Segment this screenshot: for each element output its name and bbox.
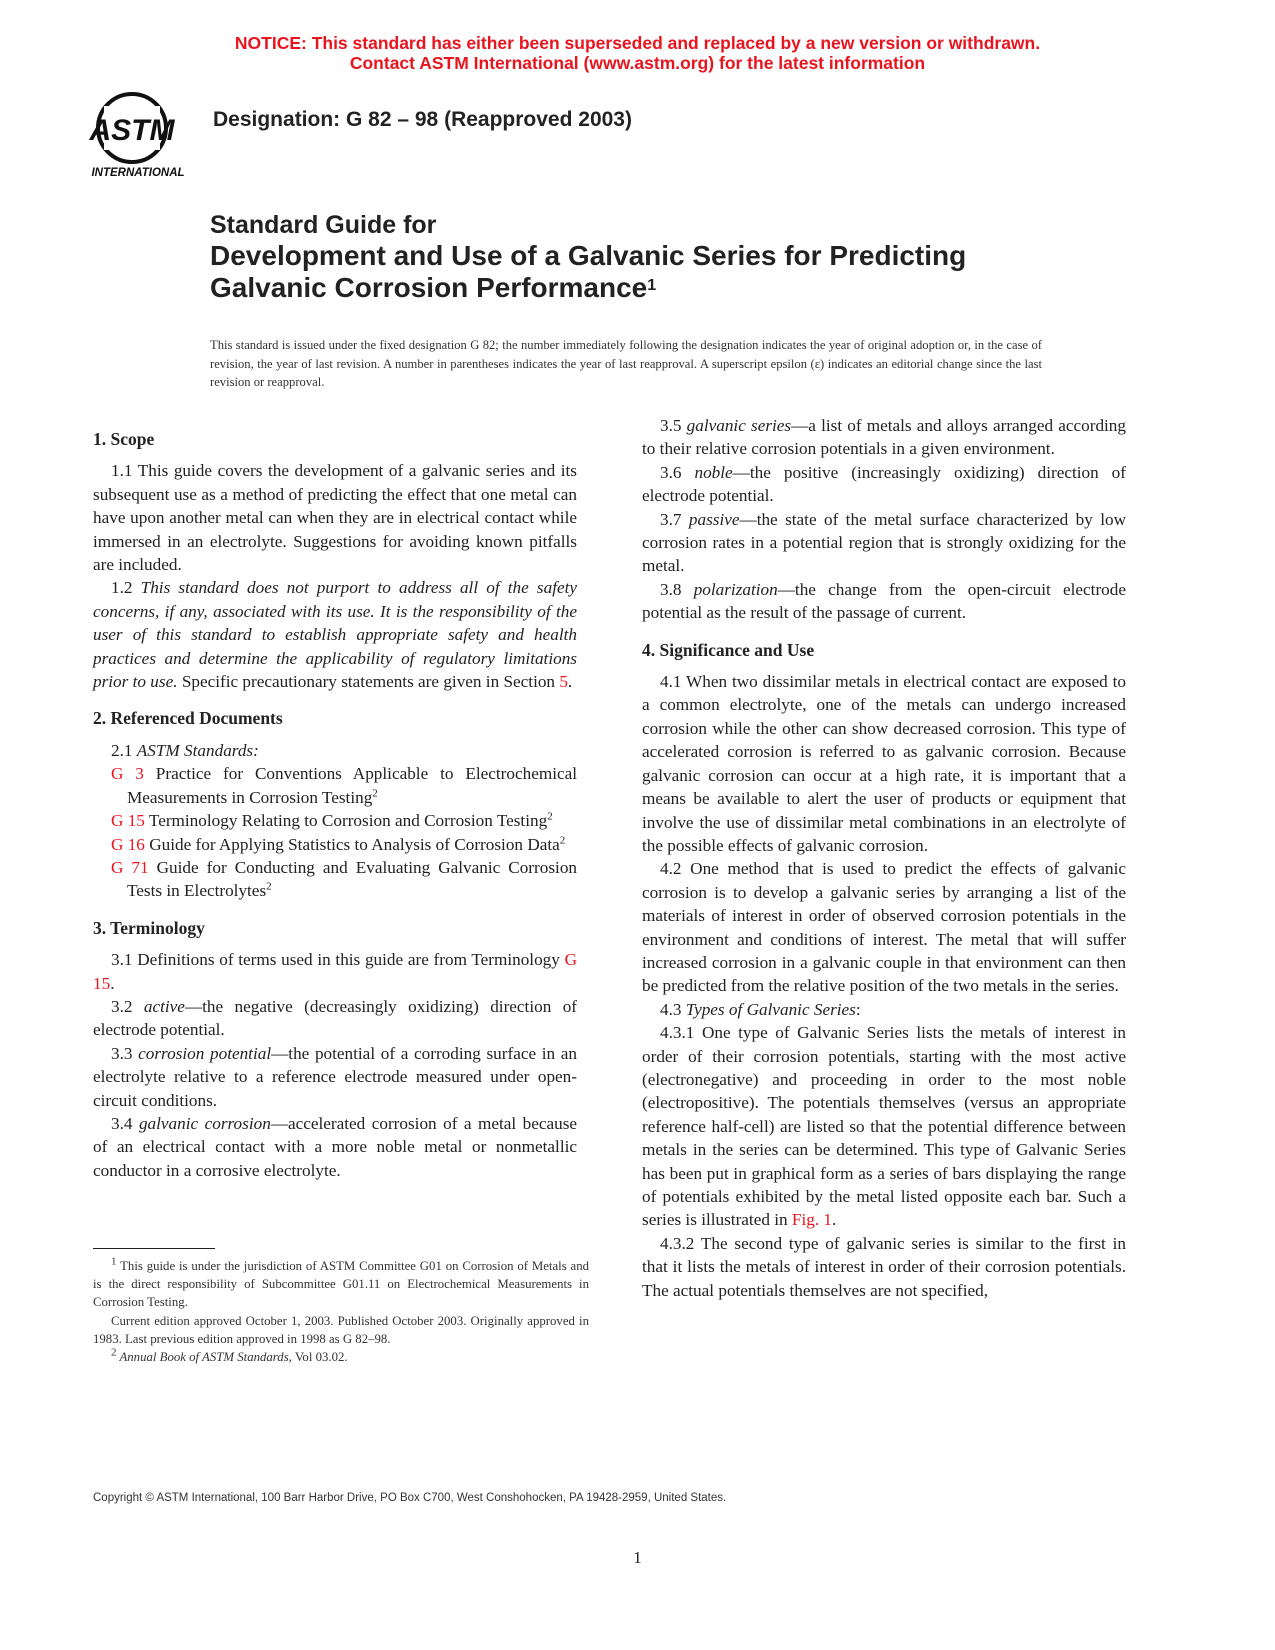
definition-3-7: 3.7 passive—the state of the metal surface characterized by low corrosion rates in a potential region that is strongly oxidizing for the metal. (642, 509, 1127, 576)
title-line-3: Galvanic Corrosion Performance$^1$ (210, 272, 657, 303)
paragraph-4-1: 4.1 When two dissimilar metals in electrical contact are exposed to a common electrolyte, one of the metals can undergo increased corrosion while the other can show decreased corrosion. This type of accelerated corrosion is referred to as galvanic corrosion. Because galvanic corrosion can occur at a high rate, it is important that a means be available to alert the user of products or equipment that involve the use of dissimilar metal combinations in an electrolyte of the possible effects of galvanic corrosion. (642, 672, 1126, 855)
footnote-1-edition: Current edition approved October 1, 2003. Published October 2003. Originally approved in 1983. Last previous edition approved in 1998 as G 82–98. (93, 1313, 589, 1346)
right-column (642, 414, 1126, 1302)
footnote-2: $^2$ Annual Book of ASTM Standards, Vol 03.02. (111, 1346, 348, 1365)
section-heading-terminology: 3. Terminology (93, 917, 205, 938)
link-section-5[interactable]: 5 (559, 672, 568, 692)
title-line-2: Development and Use of a Galvanic Series for Predicting (210, 240, 967, 271)
definition-3-8: 3.8 polarization—the change from the open-circuit electrode potential as the result of the passage of current. (642, 579, 1126, 623)
astm-logo-icon (82, 88, 198, 184)
definition-3-6: 3.6 noble—the positive (increasingly oxidizing) direction of electrode potential. (642, 462, 1127, 506)
paragraph-4-2: 4.2 One method that is used to predict the effects of galvanic corrosion is to develop a galvanic series by arranging a list of the materials of interest in order of observed corrosion potentials in the environment and conditions of interest. The metal that will suffer increased corrosion in a galvanic couple in that environment can then be predicted from the relative position of the two metals in the series. (642, 859, 1126, 996)
title-line-1: Standard Guide for (210, 211, 437, 239)
definition-3-4: 3.4 galvanic corrosion—accelerated corrosion of a metal because of an electrical contact with a more noble metal or nonmetallic conductor in a corrosive electrolyte. (93, 1113, 578, 1180)
paragraph-3-1: 3.1 Definitions of terms used in this guide are from Terminology G 15. (93, 950, 577, 993)
definition-3-2: 3.2 active—the negative (decreasingly oxidizing) direction of electrode potential. (93, 996, 578, 1040)
section-heading-significance: 4. Significance and Use (642, 639, 815, 660)
intro-paragraph: This standard is issued under the fixed designation G 82; the number immediately following the designation indicates the year of original adoption or, in the case of revision, the year of last revision. A number in parentheses indicates the year of last reapproval. A superscript epsilon (ε) indicates an editorial change since the last revision or reapproval. (210, 338, 1042, 389)
reference-g15: G 15 Terminology Relating to Corrosion and Corrosion Testing$^2$ (111, 810, 553, 831)
paragraph-1-1: 1.1 This guide covers the development of a galvanic series and its subsequent use as a method of predicting the effect that one metal can have upon another metal can when they are in electrical contact while immersed in an electrolyte. Suggestions for avoiding known pitfalls are included. (93, 461, 577, 575)
document-title (210, 210, 1110, 304)
link-g16[interactable]: G 16 (111, 834, 145, 854)
section-heading-scope: 1. Scope (93, 429, 155, 449)
astm-logo (82, 88, 198, 184)
reference-g71: G 71 Guide for Conducting and Evaluating Galvanic Corrosion Tests in Electrolytes$^2$ (111, 857, 578, 901)
left-column (93, 428, 577, 1182)
notice-line-2: Contact ASTM International (www.astm.org) for the latest information (349, 53, 926, 73)
link-g15[interactable]: G 15 (111, 811, 145, 831)
copyright-line: Copyright © ASTM International, 100 Barr Harbor Drive, PO Box C700, West Conshohocken, PA 19428-2959, United States. (93, 1492, 727, 1504)
reference-g3: G 3 Practice for Conventions Applicable to Electrochemical Measurements in Corrosion Testing$^2$ (111, 764, 577, 807)
definition-3-5: 3.5 galvanic series—a list of metals and alloys arranged according to their relative corrosion potentials in a given environment. (642, 416, 1126, 459)
footnotes (93, 1257, 589, 1366)
reference-g16: G 16 Guide for Applying Statistics to Analysis of Corrosion Data$^2$ (111, 833, 566, 854)
link-g15-terminology[interactable]: G 15 (93, 950, 577, 993)
logo-subtitle: INTERNATIONAL (91, 167, 185, 179)
page-number: 1 (633, 1548, 642, 1567)
logo-letters: ASTM (89, 114, 175, 147)
withdrawal-notice (0, 33, 1275, 73)
title-footnote-ref[interactable]: 1 (647, 277, 657, 294)
definition-3-3: 3.3 corrosion potential—the potential of a corroding surface in an electrolyte relative to a reference electrode measured under open-circuit conditions. (93, 1043, 577, 1110)
paragraph-1-2: 1.2 This standard does not purport to address all of the safety concerns, if any, associated with its use. It is the responsibility of the user of this standard to establish appropriate safety and health practices and determine the applicability of regulatory limitations prior to use. Specific precautionary statements are given in Section 5. (93, 578, 578, 692)
link-g71[interactable]: G 71 (111, 857, 149, 877)
designation: Designation: G 82 – 98 (Reapproved 2003) (213, 108, 632, 131)
footnote-rule (93, 1248, 215, 1249)
paragraph-4-3-2: 4.3.2 The second type of galvanic series is similar to the first in that it lists the metals of interest in order of their corrosion potentials. The actual potentials themselves are not specified, (642, 1233, 1126, 1300)
paragraph-4-3: 4.3 Types of Galvanic Series: (660, 999, 861, 1019)
footnote-1: $^1$ This guide is under the jurisdiction of ASTM Committee G01 on Corrosion of Metals and is the direct responsibility of Subcommittee G01.11 on Electrochemical Measurements in Corrosion Testing. (93, 1255, 589, 1310)
paragraph-2-1: 2.1 ASTM Standards: (111, 740, 259, 760)
link-g3[interactable]: G 3 (111, 764, 144, 784)
paragraph-4-3-1: 4.3.1 One type of Galvanic Series lists the metals of interest in order of their corrosion potentials, starting with the most active (electronegative) and proceeding in order to the most noble (electropositive). The potentials themselves (versus an appropriate reference half-cell) are listed so that the potential difference between metals in the series can be determined. This type of Galvanic Series has been put in graphical form as a series of bars displaying the range of potentials exhibited by the metal listed opposite each bar. Such a series is illustrated in Fig. 1. (642, 1023, 1126, 1230)
notice-line-1: NOTICE: This standard has either been superseded and replaced by a new version or withdrawn. (234, 33, 1041, 53)
section-heading-referenced-documents: 2. Referenced Documents (93, 708, 283, 729)
link-fig-1[interactable]: Fig. 1 (791, 1210, 833, 1230)
